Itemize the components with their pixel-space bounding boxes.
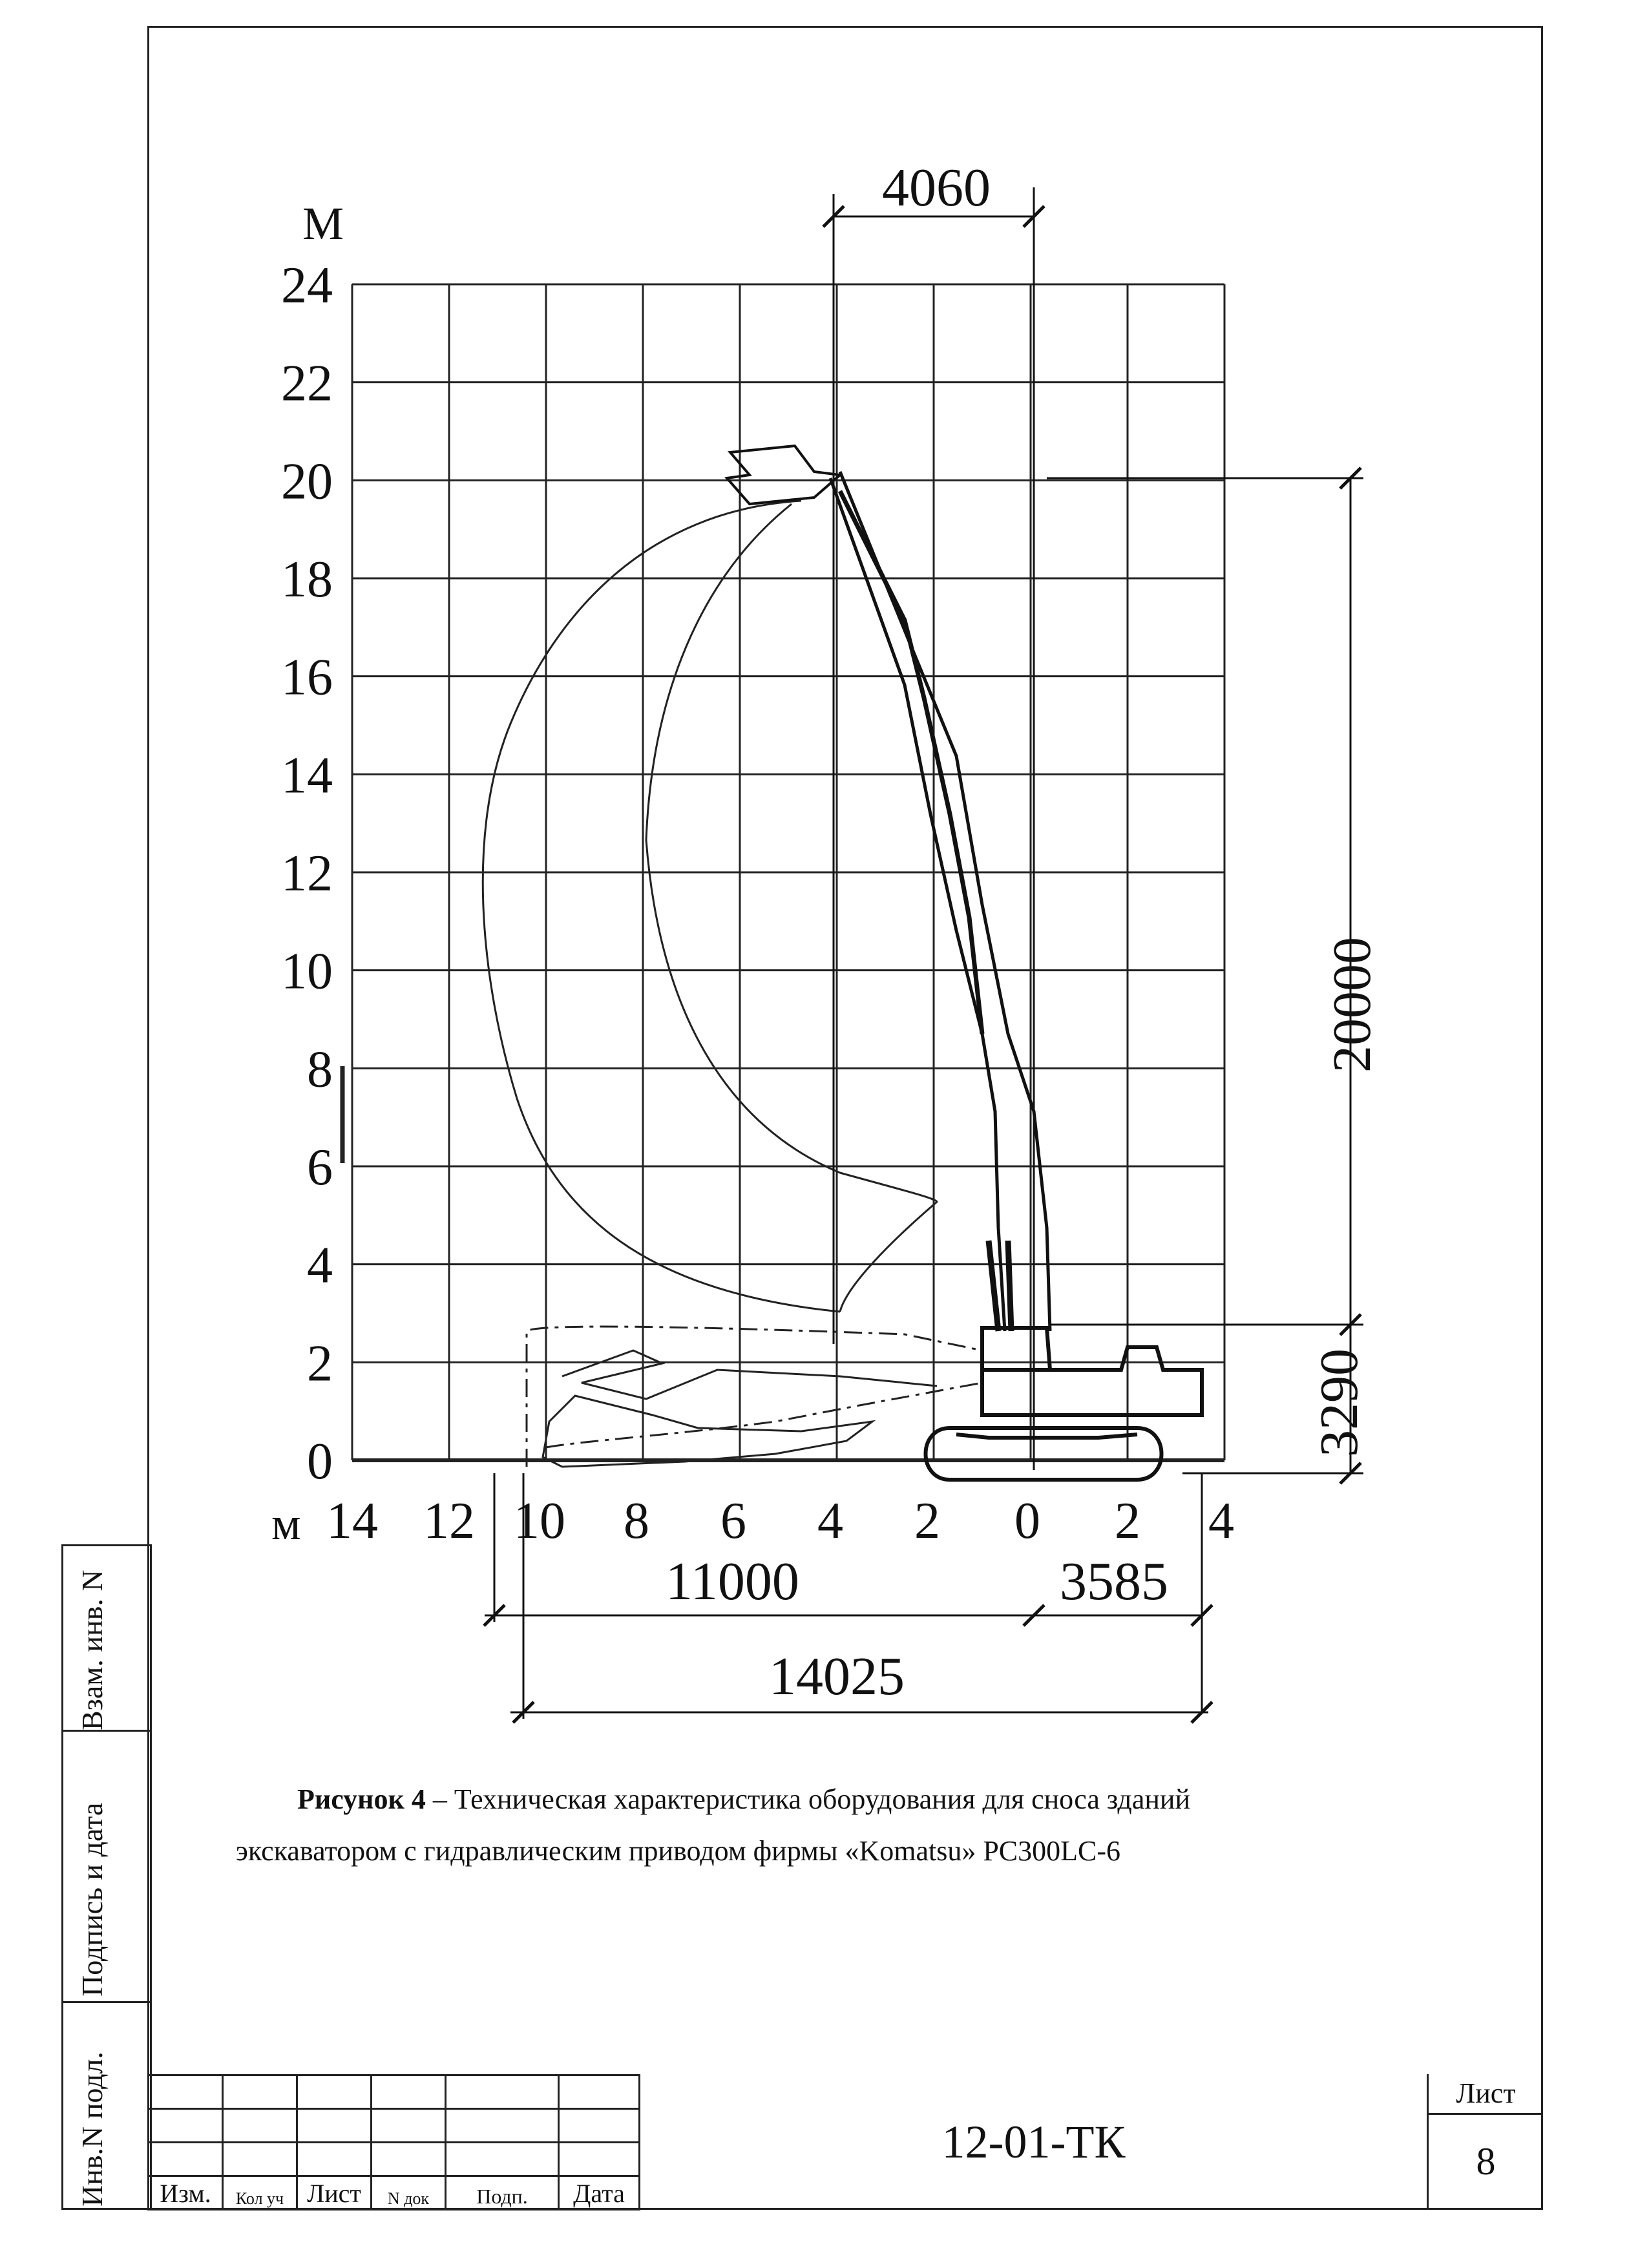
rev-cell xyxy=(372,2109,446,2143)
document-code: 12-01-ТК xyxy=(638,2074,1427,2210)
rev-cell xyxy=(559,2109,640,2143)
col-ndok: N док xyxy=(372,2176,446,2210)
low-reach-dashed-lower xyxy=(546,1383,982,1447)
y-tick-label: 10 xyxy=(281,943,333,1000)
y-tick-label: 4 xyxy=(307,1237,333,1294)
upper-structure xyxy=(982,1347,1202,1415)
rev-cell xyxy=(446,2075,559,2109)
y-tick-label: 24 xyxy=(281,257,333,314)
col-kol: Кол уч xyxy=(223,2176,297,2210)
y-tick-label: 6 xyxy=(307,1139,333,1196)
sheet-box xyxy=(1427,2074,1543,2210)
col-izm: Изм. xyxy=(149,2176,223,2210)
x-tick-labels xyxy=(326,1493,1234,1549)
rev-cell xyxy=(559,2143,640,2176)
chart-grid xyxy=(342,284,1224,1460)
y-tick-label: 20 xyxy=(281,453,333,510)
x-tick-label: 12 xyxy=(423,1493,475,1549)
side-field-podpis: Подпись и дата xyxy=(76,1802,109,1997)
side-cell-inv xyxy=(61,2003,152,2210)
low-reach-dashed xyxy=(527,1327,982,1467)
rev-cell xyxy=(559,2075,640,2109)
y-tick-label: 16 xyxy=(281,649,333,706)
figure-caption xyxy=(236,1774,1525,1877)
x-tick-label: 2 xyxy=(914,1493,940,1549)
y-tick-label: 12 xyxy=(281,845,333,902)
caption-rest: – Техническая характеристика оборудования для сноса зданий xyxy=(425,1783,1190,1815)
x-tick-label: 0 xyxy=(1014,1493,1040,1549)
caption-line-2: экскаватором с гидравлическим приводом фирмы «Komatsu» PC300LC-6 xyxy=(236,1835,1121,1867)
arm-front-edge xyxy=(840,472,1050,1331)
x-tick-label: 14 xyxy=(326,1493,378,1549)
working-envelope xyxy=(483,501,937,1312)
x-tick-label: 10 xyxy=(514,1493,565,1549)
revision-table xyxy=(147,2074,640,2210)
sheet-number: 8 xyxy=(1476,2140,1496,2183)
side-field-inv: Инв.N подл. xyxy=(76,2052,109,2207)
rev-cell xyxy=(297,2143,372,2176)
rev-cell xyxy=(297,2109,372,2143)
dim-height-total: 20000 xyxy=(1322,937,1382,1073)
title-block xyxy=(147,2074,1543,2210)
outer-envelope-curve xyxy=(483,501,840,1312)
rev-cell xyxy=(149,2143,223,2176)
rev-cell xyxy=(149,2075,223,2109)
rev-cell xyxy=(446,2143,559,2176)
y-tick-label: 18 xyxy=(281,551,333,608)
low-reach-bucket-upper xyxy=(562,1350,937,1399)
rev-cell xyxy=(223,2143,297,2176)
y-tick-labels xyxy=(281,257,333,1490)
crawler-inner xyxy=(956,1434,1137,1438)
x-tick-label: 8 xyxy=(624,1493,649,1549)
dim-reach-total: 14025 xyxy=(769,1646,905,1706)
side-cell-vzam xyxy=(61,1544,152,1732)
excavator-body xyxy=(926,1328,1203,1480)
side-field-vzam: Взам. инв. N xyxy=(76,1570,109,1730)
rev-cell xyxy=(372,2143,446,2176)
y-tick-label: 22 xyxy=(281,355,333,412)
col-podp: Подп. xyxy=(446,2176,559,2210)
y-unit-label: М xyxy=(302,198,344,249)
col-data: Дата xyxy=(559,2176,640,2210)
dim-top-offset: 4060 xyxy=(882,158,991,218)
rev-cell xyxy=(372,2075,446,2109)
dim-height-base: 3290 xyxy=(1309,1349,1369,1457)
side-cell-podpis xyxy=(61,1732,152,2003)
low-reach-bucket-lower xyxy=(543,1396,872,1467)
x-unit-label: м xyxy=(271,1498,301,1549)
y-tick-label: 2 xyxy=(307,1335,333,1392)
x-tick-label: 4 xyxy=(817,1493,843,1549)
rev-cell xyxy=(223,2109,297,2143)
sheet-label: Лист xyxy=(1429,2074,1543,2115)
low-reach-outline xyxy=(527,1327,982,1467)
x-tick-label: 2 xyxy=(1115,1493,1140,1549)
x-tick-label: 6 xyxy=(720,1493,746,1549)
side-stamp xyxy=(61,1544,152,2210)
y-tick-label: 14 xyxy=(281,747,333,804)
y-tick-label: 0 xyxy=(307,1433,333,1490)
x-tick-label: 4 xyxy=(1208,1493,1234,1549)
dim-reach-front: 11000 xyxy=(666,1551,799,1612)
rev-cell xyxy=(223,2075,297,2109)
rev-cell xyxy=(149,2109,223,2143)
rev-cell xyxy=(446,2109,559,2143)
cab xyxy=(982,1328,1050,1370)
arm-rear-edge xyxy=(830,478,1005,1331)
caption-line-1 xyxy=(297,1774,1525,1825)
rev-cell xyxy=(297,2075,372,2109)
axis-labels xyxy=(271,198,1234,1549)
inner-envelope-curve xyxy=(646,504,937,1312)
col-list: Лист xyxy=(297,2176,372,2210)
caption-lead: Рисунок 4 xyxy=(297,1783,426,1815)
attachment-tool xyxy=(727,446,840,504)
dim-reach-rear: 3585 xyxy=(1060,1551,1168,1612)
y-tick-label: 8 xyxy=(307,1041,333,1098)
